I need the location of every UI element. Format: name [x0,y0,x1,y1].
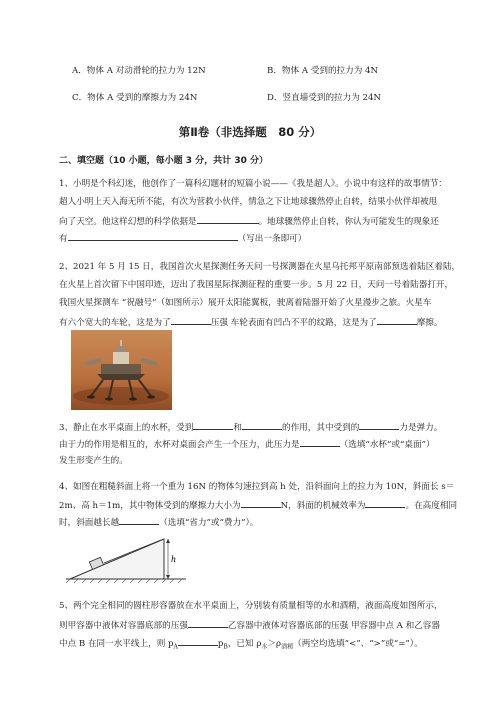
q1-blank-1[interactable] [197,214,259,224]
section-title: 第Ⅱ卷（非选择题 80 分） [178,125,322,139]
option-b: B．物体 A 受到的拉力为 4N [267,66,379,76]
q5-sub-alcohol: 酒精 [281,643,294,651]
q4-line3 [59,515,258,529]
q4-line2 [59,498,457,512]
q3-blank-1[interactable] [193,420,233,430]
q1-line3-text-b: 。地球骤然停止自转，你认为可能发生的现象还 [258,217,439,227]
q3-line1 [59,420,442,434]
q3-text-f: （选填“水杯”或“桌面”） [339,440,435,450]
q4-blank-3[interactable] [119,515,159,525]
q4-line1: 4、如图在粗糙斜面上将一个重为 16N 的物体匀速拉到高 h 处，沿斜面向上的拉力为 10N，斜面长 s＝ [59,482,455,492]
q3-line2 [59,437,435,451]
q3-text-e: 由于力的作用是相互的，水杯对桌面会产生一个压力，此压力是 [59,440,300,450]
q5-sub-water: 水 [261,643,268,651]
q3-blank-4[interactable] [300,437,340,447]
part-heading: 二、填空题（10 小题，每小题 3 分，共计 30 分） [59,156,268,166]
q3-blank-3[interactable] [359,420,399,430]
mars-rover-photo [71,330,172,410]
inclined-plane-diagram [64,531,188,584]
q2-line4-text-c: 摩擦。 [416,318,443,328]
q3-text-b: 和 [233,423,242,433]
q2-blank-1[interactable] [171,315,211,325]
q5-text-e: ，已知 ρ [227,639,262,649]
q4-blank-1[interactable] [241,498,281,508]
q1-line4-text-a: 有 [59,234,68,244]
option-c: C．物体 A 受到的摩擦力为 24N [72,93,198,103]
q5-text-g: （两空均选填“<”、“>”或“=”）。 [293,639,423,649]
q5-line1: 5、两个完全相同的圆柱形容器放在水平桌面上，分别装有质量相等的水和酒精，液面高度如图所示， [59,601,443,611]
q1-line4 [59,231,306,245]
q5-text-d: p [217,639,224,649]
q4-text-c: 。在高度相同 [405,501,458,511]
q2-line2: 在火星上首次留下中国印迹，迈出了我国星际探测征程的重要一步。5 月 22 日，天问一号着陆器打开， [59,280,454,290]
q5-blank-2[interactable] [178,636,218,646]
q4-text-a: 2m、高 h＝1m，其中物体受到的摩擦力大小为 [59,501,241,511]
q5-sub-b: B [223,643,228,651]
q5-blank-1[interactable] [188,618,228,628]
option-d: D．竖直墙受到的拉力为 24N [267,93,382,103]
option-a: A．物体 A 对动滑轮的拉力为 12N [72,66,206,76]
q2-line4 [59,315,443,329]
q2-line4-text-a: 有六个宽大的车轮，这是为了 [59,318,171,328]
q4-text-b: N，斜面的机械效率为 [280,501,366,511]
q1-line3-text-a: 向了天空。他这样幻想的科学依据是 [59,217,197,227]
q3-text-a: 3、静止在水平桌面上的水杯，受到 [59,423,194,433]
q4-text-e: （选填“省力”或“费力”）。 [159,518,259,528]
q1-line1: 1、小明是个科幻迷，他创作了一篇科幻题材的短篇小说——《我是超人》。小说中有这样的故事情节： [59,179,447,189]
q2-line4-text-b: 压强 车轮表面有凹凸不平的纹路，这是为了 [210,318,377,328]
q1-line4-text-b: （写出一条即可） [237,234,307,244]
q1-line2: 超人小明上天入海无所不能，有次为营救小伙伴，情急之下让地球骤然停止自转，结果小伙伴却被甩 [59,197,438,207]
q5-text-a: 则甲容器中液体对容器底部的压强 [59,621,188,631]
q2-blank-2[interactable] [377,315,417,325]
q5-text-f: ＞ρ [267,639,282,649]
q4-blank-2[interactable] [365,498,405,508]
q3-text-c: 的作用，其中受到的 [281,423,360,433]
q3-text-d: 力是弹力。 [399,423,443,433]
q5-line2 [59,618,440,632]
q2-line1: 2、2021 年 5 月 15 日，我国首次火星探测任务天问一号探测器在火星乌托邦平原南部预选着陆区着陆， [59,262,461,272]
q4-text-d: 时，斜面越长越 [59,518,120,528]
q3-blank-2[interactable] [242,420,282,430]
q1-line3 [59,214,439,228]
q1-blank-2[interactable] [68,231,238,241]
diagram-label-h: h [171,555,177,564]
q5-sub-a: A [173,643,178,651]
q5-text-b: 乙容器中液体对容器底部的压强 甲容器中点 A 和乙容器 [227,621,440,631]
q3-line3: 发生形变产生的。 [59,456,128,466]
q5-text-c: 中点 B 在同一水平线上，则 p [59,639,174,649]
q2-line3: 我国火星探测车 “祝融号”（如图所示）展开太阳能翼板，驶离着陆器开始了火星漫步之旅。火星车 [59,298,432,308]
q5-line3 [59,636,423,654]
